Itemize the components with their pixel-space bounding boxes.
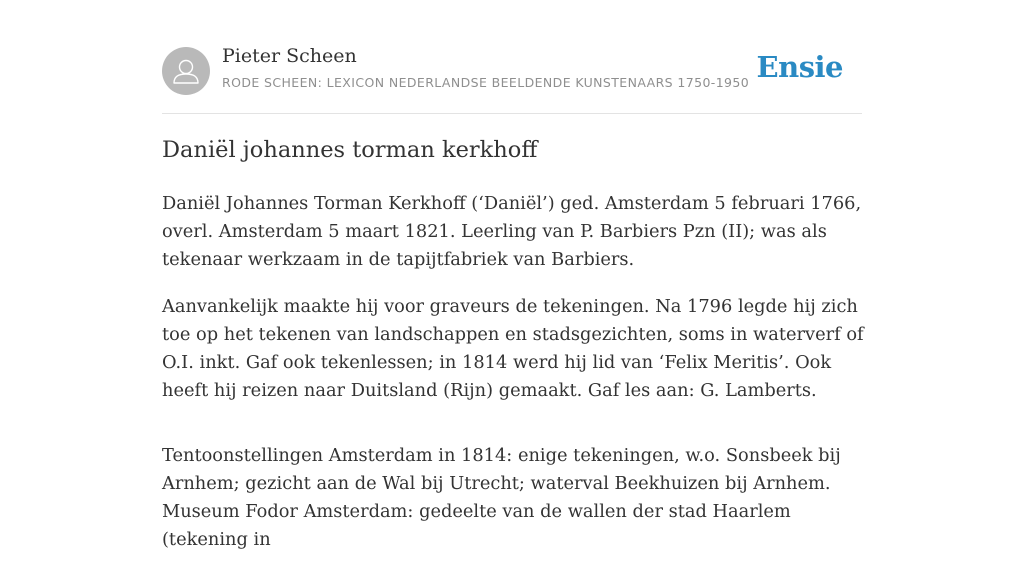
article-header: [162, 0, 862, 114]
author-name-link[interactable]: Pieter Scheen: [222, 45, 357, 67]
paragraph: Tentoonstellingen Amsterdam in 1814: enige tekeningen, w.o. Sonsbeek bij Arnhem; gezicht aan de Wal bij Utrecht; waterval Beekhuizen bij Arnhem. Museum Fodor Amsterdam: gedeelte van de wallen der stad Haarlem (tekening in: [162, 445, 841, 550]
author-avatar[interactable]: [162, 47, 210, 95]
article-body: [162, 190, 867, 573]
paragraph: Aanvankelijk maakte hij voor graveurs de tekeningen. Na 1796 legde hij zich toe op het tekenen van landschappen en stadsgezichten, soms in waterverf of O.I. inkt. Gaf ook tekenlessen; in 1814 werd hij lid van ‘Felix Meritis’. Ook heeft hij reizen naar Duitsland (Rijn) gemaakt. Gaf les aan: G. Lamberts.: [162, 296, 864, 401]
ensie-logo[interactable]: Ensie: [756, 50, 843, 84]
page-container: [162, 0, 864, 550]
source-lexicon-link[interactable]: RODE SCHEEN: LEXICON NEDERLANDSE BEELDENDE KUNSTENAARS 1750-1950: [222, 75, 750, 90]
user-icon: [162, 47, 210, 95]
article-title: Daniël johannes torman kerkhoff: [162, 137, 538, 163]
paragraph: Daniël Johannes Torman Kerkhoff (‘Daniël’) ged. Amsterdam 5 februari 1766, overl. Amsterdam 5 maart 1821. Leerling van P. Barbiers Pzn (II); was als tekenaar werkzaam in de tapijtfabriek van Barbiers.: [162, 193, 862, 270]
